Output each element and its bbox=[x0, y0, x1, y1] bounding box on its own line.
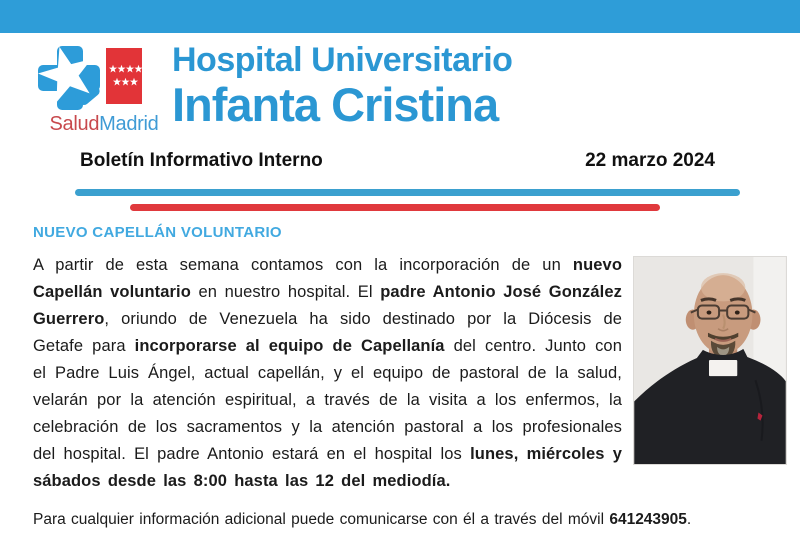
logo-salud: Salud bbox=[49, 113, 100, 135]
eye-right bbox=[735, 311, 740, 315]
salud-cross-star-icon bbox=[38, 44, 102, 110]
red-divider bbox=[130, 204, 660, 211]
bulletin-title: Boletín Informativo Interno bbox=[80, 150, 323, 171]
bulletin-date: 22 marzo 2024 bbox=[585, 150, 715, 171]
hospital-title-line1: Hospital Universitario bbox=[172, 41, 513, 79]
priest-portrait-illustration bbox=[634, 257, 786, 464]
forehead-highlight bbox=[701, 273, 745, 301]
hospital-title bbox=[172, 40, 512, 130]
eyebrow-left bbox=[701, 299, 716, 301]
top-accent-bar bbox=[0, 0, 800, 33]
masthead bbox=[80, 150, 715, 172]
article-paragraph: A partir de esta semana contamos con la incorporación de un nuevo Capellán voluntario en nuestro hospital. El padre Antonio José González Guerrero, oriundo de Venezuela ha sido destinado por la Diócesis de Getafe para incorporarse al equipo de Capellanía del centro. Junto con el Padre Luis Ángel, actual capellán, y el equipo de pastoral de la salud, velarán por la atención espiritual, a través de la visita a los enfermos, la celebración de los sacramentos y la atención pastoral a los profesionales del hospital. El padre Antonio estará en el hospital los lunes, miércoles y sábados desde las 8:00 hasta las 12 del mediodía. bbox=[33, 256, 622, 490]
hospital-title-line2: Infanta Cristina bbox=[172, 78, 499, 131]
madrid-flag-icon bbox=[106, 48, 143, 104]
clerical-collar bbox=[709, 360, 737, 376]
priest-photo bbox=[634, 257, 786, 464]
article-body bbox=[33, 252, 786, 495]
eye-left bbox=[707, 311, 712, 315]
contact-line: Para cualquier información adicional puede comunicarse con él a través del móvil 641243905. bbox=[33, 511, 692, 528]
blue-divider bbox=[75, 189, 740, 196]
logo-wordmark bbox=[36, 113, 172, 136]
salud-madrid-logo bbox=[36, 44, 172, 136]
logo-madrid: Madrid bbox=[99, 113, 159, 135]
article-heading: NUEVO CAPELLÁN VOLUNTARIO bbox=[33, 224, 282, 241]
salud-madrid-logo-icon bbox=[38, 44, 170, 112]
eyebrow-right bbox=[730, 299, 745, 301]
